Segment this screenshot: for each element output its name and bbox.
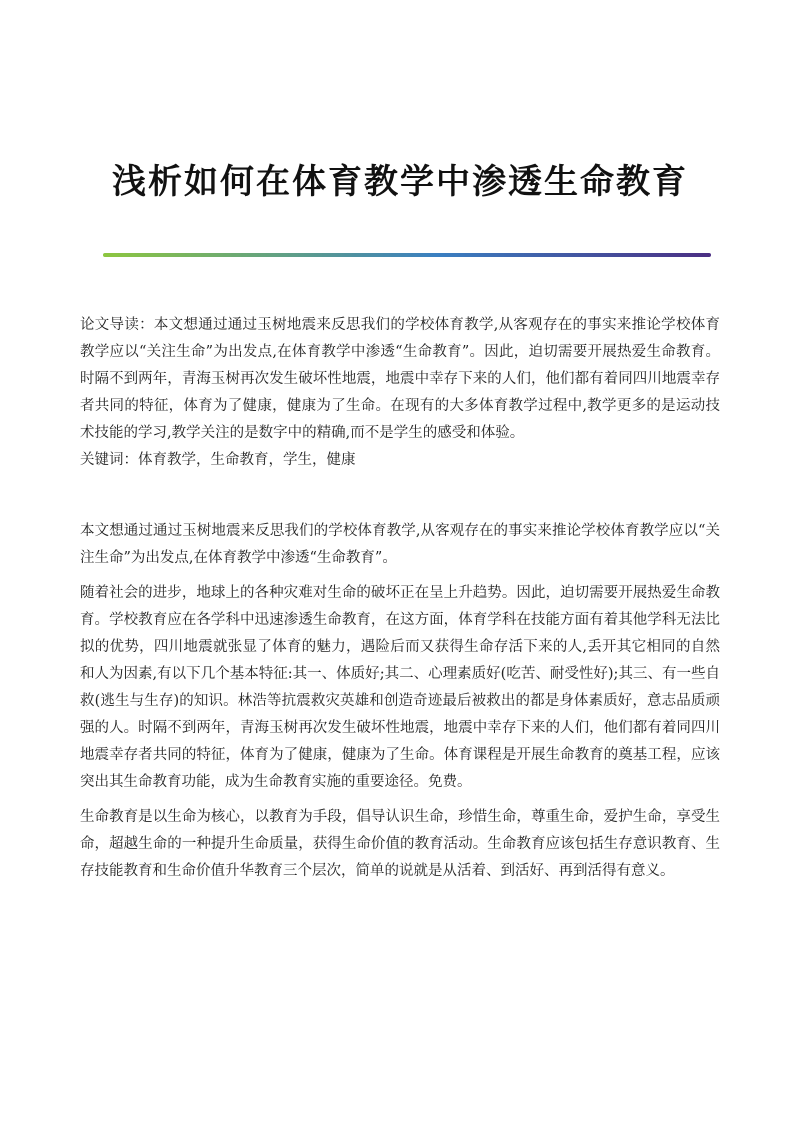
body-paragraph-3: 生命教育是以生命为核心，以教育为手段，倡导认识生命，珍惜生命，尊重生命，爱护生命，享受生命，超越生命的一种提升生命质量，获得生命价值的教育活动。生命教育应该包括生存意识教育、生存技能教育和生命价值升华教育三个层次，简单的说就是从活着、到活好、再到活得有意义。 bbox=[80, 809, 720, 879]
body-paragraph-2: 随着社会的进步，地球上的各种灾难对生命的破坏正在呈上升趋势。因此，迫切需要开展热爱生命教育。学校教育应在各学科中迅速渗透生命教育，在这方面，体育学科在技能方面有着其他学科无法比拟的优势，四川地震就张显了体育的魅力，遇险后而又获得生命存活下来的人,丢开其它相同的自然和人为因素,有以下几个基本特征:其一、体质好;其二、心理素质好(吃苦、耐受性好);其三、有一些自救(逃生与生存)的知识。林浩等抗震救灾英雄和创造奇迹最后被救出的都是身体素质好，意志品质顽强的人。时隔不到两年，青海玉树再次发生破坏性地震，地震中幸存下来的人们，他们都有着同四川地震幸存者共同的特征，体育为了健康，健康为了生命。体育课程是开展生命教育的奠基工程，应该突出其生命教育功能，成为生命教育实施的重要途径。免费。 bbox=[80, 585, 720, 790]
keywords-text: 体育教学，生命教育，学生，健康 bbox=[138, 452, 356, 468]
abstract-label: 论文导读： bbox=[80, 317, 154, 333]
title-divider bbox=[103, 253, 711, 257]
section-gap bbox=[80, 474, 720, 518]
abstract bbox=[80, 312, 720, 447]
keywords bbox=[80, 447, 720, 474]
document-body bbox=[80, 312, 720, 893]
keywords-label: 关键词： bbox=[80, 452, 138, 468]
document-title: 浅析如何在体育教学中渗透生命教育 bbox=[112, 162, 688, 202]
abstract-text: 本文想通过通过玉树地震来反思我们的学校体育教学,从客观存在的事实来推论学校体育教学应以“关注生命”为出发点,在体育教学中渗透“生命教育”。因此，迫切需要开展热爱生命教育。时隔不到两年，青海玉树再次发生破坏性地震，地震中幸存下来的人们，他们都有着同四川地震幸存者共同的特征，体育为了健康，健康为了生命。在现有的大多体育教学过程中,教学更多的是运动技术技能的学习,教学关注的是数字中的精确,而不是学生的感受和体验。 bbox=[80, 317, 721, 441]
body-paragraph-1: 本文想通过通过玉树地震来反思我们的学校体育教学,从客观存在的事实来推论学校体育教学应以“关注生命”为出发点,在体育教学中渗透“生命教育”。 bbox=[80, 523, 720, 566]
